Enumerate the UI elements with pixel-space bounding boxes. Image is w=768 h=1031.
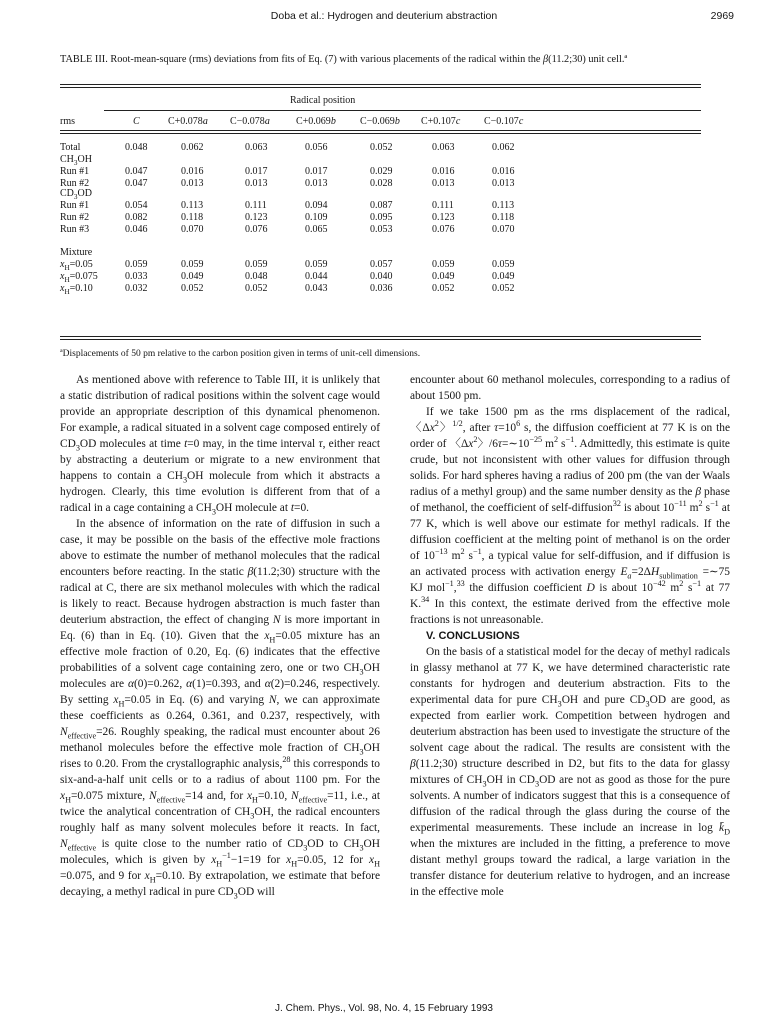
table-cell: 0.063 (432, 142, 455, 153)
table-cell: 0.013 (305, 178, 328, 189)
table-cell: 0.118 (181, 212, 204, 223)
table-cell: 0.013 (181, 178, 204, 189)
table-cell: 0.044 (305, 271, 328, 282)
left-column (60, 372, 380, 900)
page-number: 2969 (710, 10, 734, 22)
table-row-label: Run #2 (60, 178, 90, 189)
table-footnote: ªDisplacements of 50 pm relative to the carbon position given in terms of unit-cell dimensions. (60, 349, 421, 359)
table-cell: 0.059 (432, 259, 455, 270)
paragraph: As mentioned above with reference to Table III, it is unlikely that a static distribution of radical positions within the solvent cage would provide an appropriate description of this dynamical phenomenon. For example, a radical situated in a solvent cage composed entirely of $CD_3OD$ molecules at time t=0 may, in the time interval τ, either react by abstracting a deuterium or migrate to a new environment that happens to contain a $CH_3OH$ molecule from which it abstracts a hydrogen. Clearly, this time evolution is different from that of a radical in a cage containing a $CH_3OH$ molecule at t=0. (60, 374, 380, 517)
table-cell: 0.047 (125, 178, 148, 189)
table-row-label: Run #2 (60, 212, 90, 223)
paragraph: On the basis of a statistical model for the decay of methyl radicals in glassy methanol at 77 K, we have determined characteristic rate constants for hydrogen and deuterium abstraction. Fits to the experimental data for pure $CH_3OH$ and pure $CD_3OD$ are good, as expected from earlier work. Competition between hydrogen and deuterium abstraction has been used to investigate the structure of the solvent cage about the radical. The results are consistent with the β(11.2;30) structure described in D2, but fits to the data for glassy mixtures of $CH_3OH$ in $CD_3OD$ are not as good as those for the pure solvents. A number of indicators suggest that this is a consequence of diffusion of the radical through the glass during the course of the experimental measurements. These include an increase in $\log k̄_D$ when the mixtures are included in the fitting, a preference to move distant methyl groups toward the radical, a large variation in the transfer distance for deuterium relative to hydrogen, and an increase in the effective mole (410, 646, 730, 898)
paragraph: If we take 1500 pm as the rms displacement of the radical, 〈$\Delta x^2$〉$^{1/2}$, after $\tau=10^6$ s, the diffusion coefficient at 77 K is on the order of 〈$\Delta x^2$〉$/6\tau=\sim 10^{-25}$ $m^2$ $s^{-1}$. Admittedly, this estimate is quite crude, but not inconsistent with other values for diffusion through solids. For hard spheres having a radius of 200 pm (the van der Waals radius of a methyl group) and the same number density as the β phase of methanol, the coefficient of self-diffusion$^{32}$ is about $10^{-11}$ $m^2$ $s^{-1}$ at 77 K, which is well above our estimate for methyl radicals. If the diffusion coefficient at the melting point of methanol is on the order of $10^{-13}$ $m^2$ $s^{-1}$, a typical value for self-diffusion, and if diffusion is an activated process with activation energy $E_a=2\Delta H_{sublimation}$ =∼75 KJ mol$^{-1}$,$^{33}$ the diffusion coefficient D is about $10^{-42}$ $m^2$ $s^{-1}$ at 77 K.$^{34}$ In this context, the estimate derived from the effective mole fractions is not unreasonable. (410, 406, 731, 626)
section-heading: V. CONCLUSIONS (426, 630, 520, 642)
table-cell: 0.048 (125, 142, 148, 153)
table-cell: 0.047 (125, 166, 148, 177)
table-caption: TABLE III. Root-mean-square (rms) deviations from fits of Eq. (7) with various placements of the radical within the β(11.2;30) unit cell.ª (60, 54, 628, 65)
table-cell: 0.052 (370, 142, 393, 153)
table-row-label: Run #3 (60, 224, 90, 235)
table-row-label: $x_H=0.075$ (60, 271, 98, 284)
journal-footer: J. Chem. Phys., Vol. 98, No. 4, 15 February 1993 (275, 1003, 493, 1014)
spanner-rule (104, 110, 701, 111)
table-cell: 0.049 (432, 271, 455, 282)
table-row-label: Run #1 (60, 166, 90, 177)
table-cell: 0.059 (245, 259, 268, 270)
table-cell: 0.059 (305, 259, 328, 270)
paragraph: In the absence of information on the rate of diffusion in such a case, it may be possible on the basis of the effective mole fractions above to estimate the number of methanol molecules that the radical encounters before reacting. In the static β(11.2;30) structure with the radical at C, there are six methanol molecules with which the radical is likely to react. Because hydrogen abstraction is much faster than deuterium abstraction, the effect of changing N is more important in Eq. (6) than in Eq. (10). Given that the $x_H=0.05$ mixture has an effective mole fraction of 0.20, Eq. (6) indicates that the effective probabilities of a solvent cage containing zero, one or two $CH_3OH$ molecules are α(0)=0.262, α(1)=0.393, and α(2)=0.246, respectively. By setting $x_H=0.05$ in Eq. (6) and varying N, we can approximate these coefficients as 0.264, 0.361, and 0.237, respectively, with $N_{effective}=26$. Roughly speaking, the radical must encounter about 26 methanol molecules before the effective mole fraction of $CH_3OH$ rises to 0.20. From the crystallographic analysis,$^{28}$ this corresponds to six-and-a-half unit cells or to a radius of about 1100 pm. For the $x_H=0.075$ mixture, $N_{effective}=14$ and, for $x_H=0.10$, $N_{effective}=11$, i.e., at twice the analytical concentration of $CH_3OH$, the radical encounters roughly half as many solvent molecules before it reacts. In fact, $N_{effective}$ is quite close to the number ratio of $CD_3OD$ to $CH_3OH$ molecules, which is given by $x_H^{-1}-1=19$ for $x_H=0.05$, 12 for $x_H =0.075$, and 9 for $x_H=0.10$. By extrapolation, we estimate that before decaying, a methyl radical in pure $CD_3OD$ will (60, 518, 381, 901)
table-cell: 0.048 (245, 271, 268, 282)
table-cell: 0.028 (370, 178, 393, 189)
table-top-rule-1 (60, 84, 701, 85)
table-cell: 0.065 (305, 224, 328, 235)
table-cell: 0.052 (181, 283, 204, 294)
table-cell: 0.029 (370, 166, 393, 177)
table-cell: 0.049 (492, 271, 515, 282)
table-cell: 0.118 (492, 212, 515, 223)
table-cell: 0.094 (305, 200, 328, 211)
table-cell: 0.113 (492, 200, 515, 211)
table-group-label: $CH_3OH$ (60, 154, 92, 167)
table-cell: 0.013 (245, 178, 268, 189)
table-cell: 0.040 (370, 271, 393, 282)
table-cell: 0.052 (492, 283, 515, 294)
table-cell: 0.070 (492, 224, 515, 235)
table-cell: 0.076 (245, 224, 268, 235)
table-group-label: $CD_3OD$ (60, 188, 92, 201)
table-cell: 0.013 (492, 178, 515, 189)
table-row-label: $x_H=0.05$ (60, 259, 93, 272)
header-rule-1 (60, 130, 701, 131)
col-header: C+0.078a (168, 116, 208, 127)
table-cell: 0.059 (125, 259, 148, 270)
table-group-label: Mixture (60, 247, 93, 258)
col-header: C (133, 116, 140, 127)
col-header: C−0.078a (230, 116, 270, 127)
table-cell: 0.062 (181, 142, 204, 153)
table-cell: 0.052 (432, 283, 455, 294)
table-cell: 0.087 (370, 200, 393, 211)
table-bottom-rule-2 (60, 339, 701, 340)
table-cell: 0.070 (181, 224, 204, 235)
table-cell: 0.123 (432, 212, 455, 223)
table-cell: 0.095 (370, 212, 393, 223)
table-cell: 0.063 (245, 142, 268, 153)
table-cell: 0.056 (305, 142, 328, 153)
table-cell: 0.017 (245, 166, 268, 177)
table-cell: 0.059 (181, 259, 204, 270)
table-cell: 0.049 (181, 271, 204, 282)
spanner-label: Radical position (290, 95, 356, 106)
table-cell: 0.036 (370, 283, 393, 294)
table-cell: 0.032 (125, 283, 148, 294)
table-cell: 0.052 (245, 283, 268, 294)
table-cell: 0.046 (125, 224, 148, 235)
table-cell: 0.082 (125, 212, 148, 223)
right-column (410, 372, 730, 900)
table-row-label: Total (60, 142, 81, 153)
table-cell: 0.053 (370, 224, 393, 235)
table-cell: 0.054 (125, 200, 148, 211)
table-cell: 0.033 (125, 271, 148, 282)
table-cell: 0.062 (492, 142, 515, 153)
table-row-label: Run #1 (60, 200, 90, 211)
table-row-label: $x_H=0.10$ (60, 283, 93, 296)
table-cell: 0.109 (305, 212, 328, 223)
table-cell: 0.016 (492, 166, 515, 177)
table-cell: 0.076 (432, 224, 455, 235)
table-cell: 0.016 (181, 166, 204, 177)
table-bottom-rule-1 (60, 336, 701, 337)
table-cell: 0.111 (432, 200, 454, 211)
table-cell: 0.059 (492, 259, 515, 270)
table-top-rule-2 (60, 87, 701, 88)
table-cell: 0.111 (245, 200, 267, 211)
table-cell: 0.043 (305, 283, 328, 294)
table-cell: 0.013 (432, 178, 455, 189)
paragraph: encounter about 60 methanol molecules, corresponding to a radius of about 1500 pm. (410, 374, 730, 402)
table-cell: 0.016 (432, 166, 455, 177)
col-header: C+0.069b (296, 116, 336, 127)
running-title: Doba et al.: Hydrogen and deuterium abstraction (270, 10, 498, 22)
col-header: C−0.107c (484, 116, 524, 127)
table-cell: 0.017 (305, 166, 328, 177)
stub-header: rms (60, 116, 75, 127)
col-header: C−0.069b (360, 116, 400, 127)
header-rule-2 (60, 133, 701, 134)
table-cell: 0.123 (245, 212, 268, 223)
table-cell: 0.057 (370, 259, 393, 270)
running-header (0, 10, 768, 26)
col-header: C+0.107c (421, 116, 461, 127)
table-cell: 0.113 (181, 200, 204, 211)
